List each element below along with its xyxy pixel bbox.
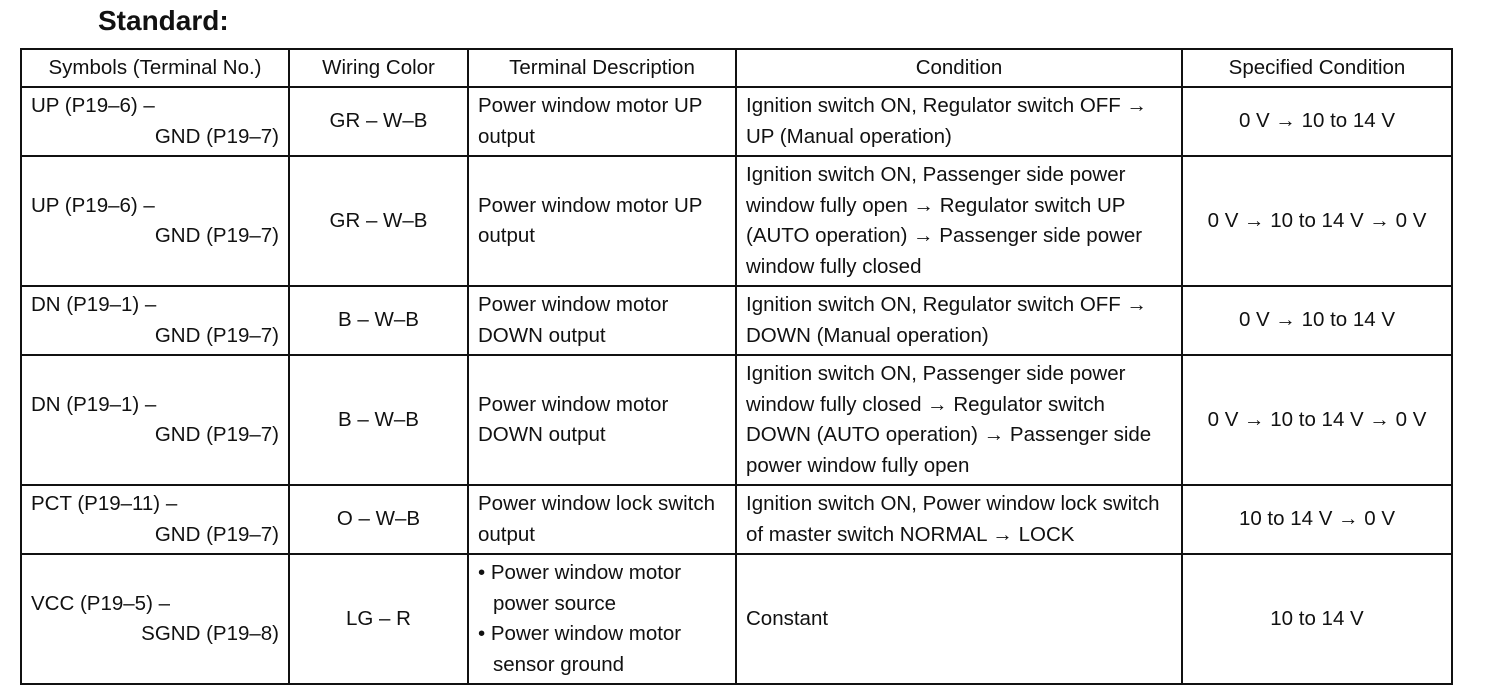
table-row [21, 87, 1452, 156]
symbol-ground: GND (P19–7) [154, 423, 279, 446]
symbol-cell [21, 286, 289, 355]
symbol-ground: GND (P19–7) [154, 323, 279, 347]
symbol-terminal: DN (P19–1) – [31, 293, 157, 316]
description-bullet-item: • Power window motor sensor ground [478, 622, 682, 676]
symbol-cell [21, 156, 289, 286]
header-terminal-description: Terminal Description [468, 49, 736, 87]
condition-cell: Ignition switch ON, Passenger side power window fully closed → Regulator switch DOWN (AUTO operation) → Passenger side power window fully open [736, 355, 1182, 485]
spec-table [20, 48, 1453, 685]
symbol-terminal: UP (P19–6) – [31, 94, 155, 117]
table-row [21, 485, 1452, 554]
wiring-color-cell: GR – W–B [289, 87, 468, 156]
terminal-description-cell: Power window motor DOWN output [468, 355, 736, 485]
table-row [21, 156, 1452, 286]
description-bullet-item: • Power window motor power source [478, 561, 682, 615]
symbol-ground: GND (P19–7) [154, 522, 279, 546]
symbol-ground: GND (P19–7) [154, 224, 279, 247]
symbol-cell [21, 554, 289, 684]
wiring-color-cell: LG – R [289, 554, 468, 684]
condition-cell: Ignition switch ON, Passenger side power window fully open → Regulator switch UP (AUTO operation) → Passenger side power window fully closed [736, 156, 1182, 286]
header-wiring-color: Wiring Color [289, 49, 468, 87]
symbol-terminal: DN (P19–1) – [31, 392, 157, 416]
specified-condition-cell: 0 V → 10 to 14 V [1182, 286, 1452, 355]
wiring-color-cell: B – W–B [289, 286, 468, 355]
symbol-ground: GND (P19–7) [154, 124, 279, 148]
terminal-description-cell: Power window motor UP output [468, 87, 736, 156]
terminal-description-cell: Power window motor DOWN output [468, 286, 736, 355]
wiring-color-cell: O – W–B [289, 485, 468, 554]
header-specified-condition: Specified Condition [1182, 49, 1452, 87]
wiring-color-cell: B – W–B [289, 355, 468, 485]
symbol-cell [21, 355, 289, 485]
specified-condition-cell: 10 to 14 V → 0 V [1182, 485, 1452, 554]
table-header-row [21, 49, 1452, 87]
symbol-ground: SGND (P19–8) [141, 622, 279, 645]
wiring-color-cell: GR – W–B [289, 156, 468, 286]
page-heading: Standard: [98, 5, 229, 36]
table-row [21, 355, 1452, 485]
condition-cell: Ignition switch ON, Power window lock switch of master switch NORMAL → LOCK [736, 485, 1182, 554]
header-symbols: Symbols (Terminal No.) [21, 49, 289, 87]
header-condition: Condition [736, 49, 1182, 87]
symbol-terminal: PCT (P19–11) – [31, 492, 178, 515]
table-row [21, 554, 1452, 684]
condition-cell: Ignition switch ON, Regulator switch OFF → UP (Manual operation) [736, 87, 1182, 156]
specified-condition-cell: 10 to 14 V [1182, 554, 1452, 684]
condition-cell: Ignition switch ON, Regulator switch OFF → DOWN (Manual operation) [736, 286, 1182, 355]
specified-condition-cell: 0 V → 10 to 14 V → 0 V [1182, 355, 1452, 485]
symbol-terminal: UP (P19–6) – [31, 193, 155, 217]
symbol-terminal: VCC (P19–5) – [31, 591, 171, 615]
table-row [21, 286, 1452, 355]
specified-condition-cell: 0 V → 10 to 14 V → 0 V [1182, 156, 1452, 286]
symbol-cell [21, 485, 289, 554]
terminal-description-cell: Power window motor UP output [468, 156, 736, 286]
terminal-description-cell: Power window lock switch output [468, 485, 736, 554]
symbol-cell [21, 87, 289, 156]
terminal-description-cell [468, 554, 736, 684]
specified-condition-cell: 0 V → 10 to 14 V [1182, 87, 1452, 156]
condition-cell: Constant [736, 554, 1182, 684]
